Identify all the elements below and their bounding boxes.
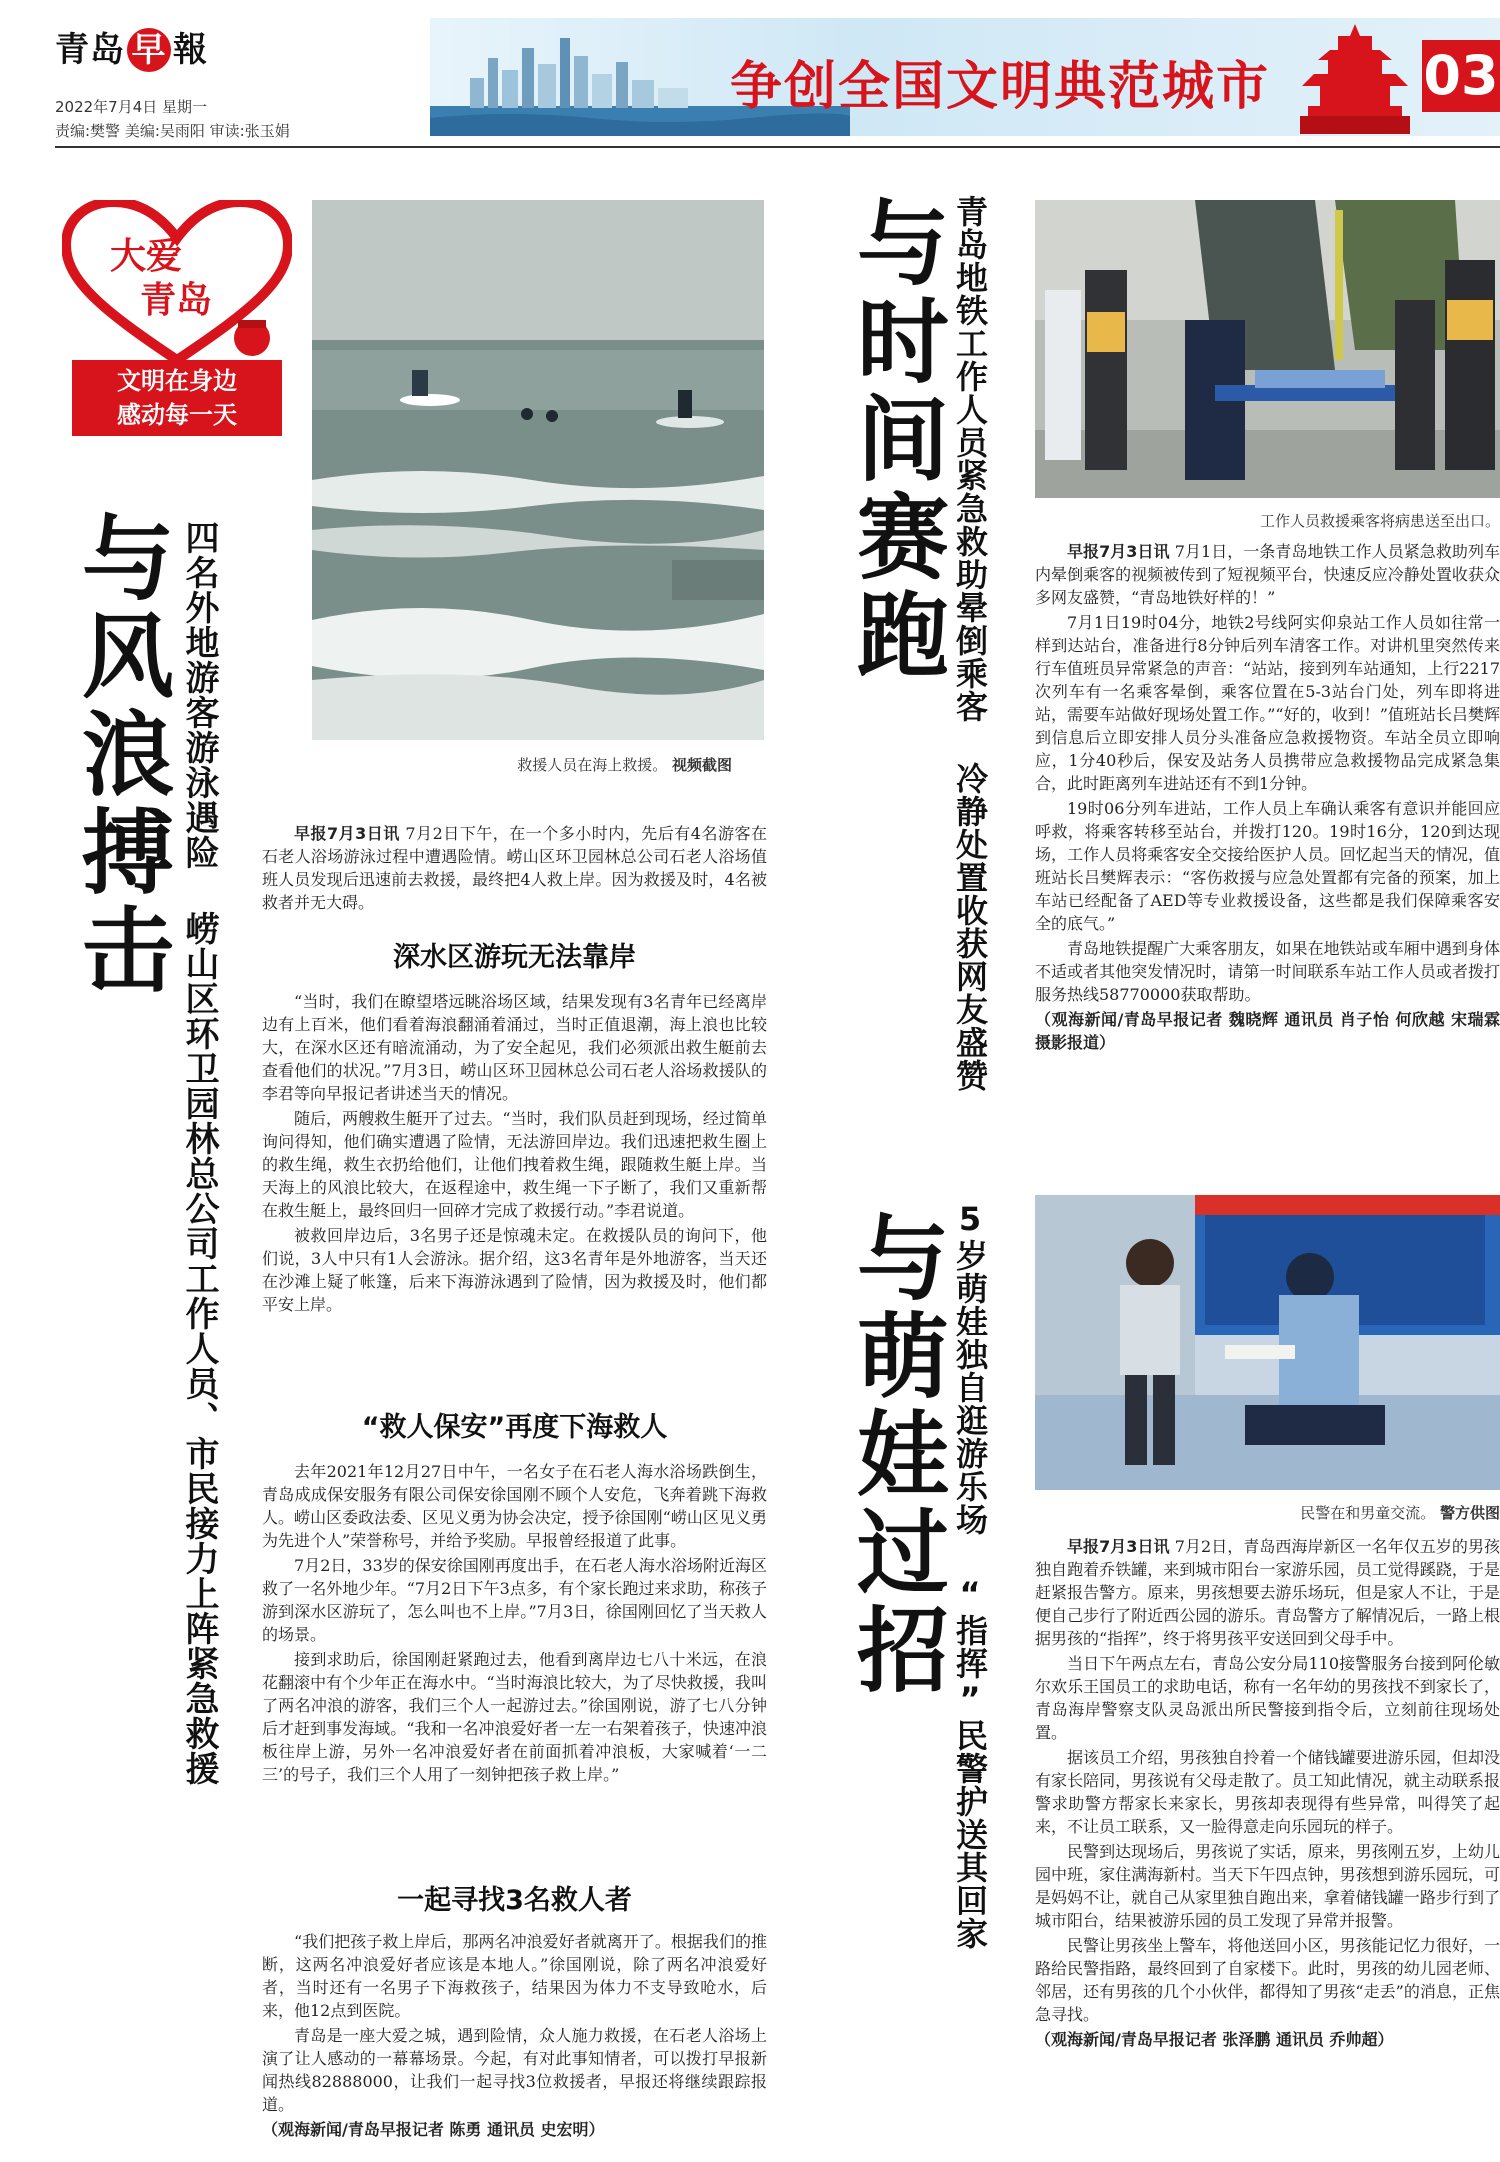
article1-s3-paragraph: “我们把孩子救上岸后，那两名冲浪爱好者就离开了。根据我们的推断，这两名冲浪爱好者应该是本地人。”徐国刚说，除了两名冲浪爱好者，当时还有一名男子下海救孩子，结果因为体力不支导致呛水，后来，他12点到医院。 xyxy=(262,1932,767,2020)
article1-photo-caption xyxy=(312,754,732,775)
article3-photo-caption xyxy=(1035,1502,1500,1523)
article3-lead-text: 7月2日，青岛西海岸新区一名年仅五岁的男孩独自跑着乔铁罐，来到城市阳台一家游乐园，员工觉得蹊跷，于是赶紧报告警方。原来，男孩想要去游乐场玩，但是家人不让，于是便自己步行了附近西公园的游乐。青岛警方了解情况后，一路上根据男孩的“指挥”，终于将男孩平安送回到父母手中。 xyxy=(1035,1537,1500,1648)
article3-lead-tag: 早报7月3日讯 xyxy=(1067,1537,1170,1556)
article1-lead xyxy=(262,822,767,916)
page-header xyxy=(0,0,1500,150)
article1-credit: （观海新闻/青岛早报记者 陈勇 通讯员 史宏明） xyxy=(262,2120,605,2139)
article2-headline: 与时间赛跑 xyxy=(842,195,949,685)
article2-subheadline: 青岛地铁工作人员紧急救助晕倒乘客 冷静处置收获网友盛赞 xyxy=(951,195,989,1092)
sea-rescue-photo xyxy=(312,200,764,740)
article1-s2-paragraph: 7月2日，33岁的保安徐国刚再度出手，在石老人海水浴场附近海区救了一名外地少年。“7月2日下午3点多，有个家长跑过来求助，称孩子游到深水区游玩了，怎么叫也不上岸。”7月3日，徐国刚回忆了当天救人的场景。 xyxy=(262,1556,767,1644)
badge-subtitle xyxy=(72,360,282,436)
article2-photo-caption: 工作人员救援乘客将病患送至出口。 xyxy=(1259,512,1500,530)
badge-title-2: 青岛 xyxy=(140,280,213,321)
article1-section2-body xyxy=(262,1460,767,1788)
article1-s2-paragraph: 去年2021年12月27日中午，一名女子在石老人海水浴场跌倒生，青岛成成保安服务有限公司保安徐国刚不顾个人安危，飞奔着跳下海救人。崂山区委政法委、区见义勇为协会决定，授予徐国刚“崂山区见义勇为先进个人”荣誉称号，并给予奖励。早报曾经报道了此事。 xyxy=(262,1462,767,1550)
logo-text-qingdao: 青岛 xyxy=(55,30,125,70)
article1-lead-tag: 早报7月3日讯 xyxy=(294,824,400,843)
metro-rescue-photo xyxy=(1035,200,1500,498)
article1-subheadline: 四名外地游客游泳遇险 崂山区环卫园林总公司工作人员、市民接力上阵紧急救援 xyxy=(179,520,219,1786)
article3-photo-credit: 警方供图 xyxy=(1439,1504,1500,1522)
article1-s1-paragraph: 随后，两艘救生艇开了过去。“当时，我们队员赶到现场，经过简单询问得知，他们确实遭遇了险情，无法游回岸边。我们迅速把救生圈上的救生绳，救生衣扔给他们，让他们拽着救生绳，跟随救生艇上岸。当天海上的风浪比较大，在返程途中，救生绳一下子断了，我们又重新帮在救生艇上，最终回归一回碎才完成了救援行动。”李君说道。 xyxy=(262,1109,767,1220)
article1-section2-title: “救人保安”再度下海救人 xyxy=(361,1412,668,1443)
article2-body xyxy=(1035,540,1500,1056)
article1-s3-paragraph: 青岛是一座大爱之城，遇到险情，众人施力救援，在石老人浴场上演了让人感动的一幕幕场景。今起，有对此事知情者，可以拨打早报新闻热线82888000，让我们一起寻找3位救援者，早报还将继续跟踪报道。 xyxy=(262,2026,767,2114)
article3-photo xyxy=(1035,1195,1500,1490)
article3-paragraph: 民警到达现场后，男孩说了实话，原来，男孩刚五岁，上幼儿园中班，家住满海新村。当天下午四点钟，男孩想到游乐园玩，可是妈妈不让，就自己从家里独自跑出来，拿着储钱罐一路步行到了城市阳台，结果被游乐园的员工发现了异常并报警。 xyxy=(1035,1842,1500,1930)
zhanqiao-pavilion-icon xyxy=(1300,22,1410,134)
newspaper-logo xyxy=(55,22,208,72)
article2-paragraph: 青岛地铁提醒广大乘客朋友，如果在地铁站或车厢中遇到身体不适或者其他突发情况时，请第一时间联系车站工作人员或者拨打服务热线58770000获取帮助。 xyxy=(1035,939,1500,1004)
article1-s1-paragraph: “当时，我们在瞭望塔远眺浴场区域，结果发现有3名青年已经离岸边有上百米，他们看着海浪翻涌着涌过，当时正值退潮，海上浪也比较大，在深水区还有暗流涌动，为了安全起见，我们必须派出救生艇前去查看他们的状况。”7月3日，崂山区环卫园林总公司石老人浴场救援队的李君等向早报记者讲述当天的情况。 xyxy=(262,992,767,1103)
header-divider xyxy=(55,146,1500,148)
issue-date: 2022年7月4日 星期一 xyxy=(55,98,208,116)
article3-subheadline: 5岁萌娃独自逛游乐场 “指挥”民警护送其回家 xyxy=(951,1200,989,1950)
article2-credit: （观海新闻/青岛早报记者 魏晓辉 通讯员 肖子怡 何欣越 宋瑞霖 摄影报道） xyxy=(1035,1010,1500,1052)
badge-subtitle-line-1: 文明在身边 xyxy=(117,367,237,395)
article2-photo xyxy=(1035,200,1500,498)
article2-lead-text: 7月1日，一条青岛地铁工作人员紧急救助列车内晕倒乘客的视频被传到了短视频平台，快速反应冷静处置收获众多网友盛赞，“青岛地铁好样的！” xyxy=(1035,542,1500,607)
logo-text-bao: 報 xyxy=(173,30,208,70)
article3-paragraph: 据该员工介绍，男孩独自拎着一个储钱罐要进游乐园，但却没有家长陪同，男孩说有父母走散了。员工知此情况，就主动联系报警求助警方帮家长来家长，男孩却表现得有些异常，叫得笑了起来，不让员工联系，又一脸得意走向乐园玩的样子。 xyxy=(1035,1748,1500,1836)
article1-s2-paragraph: 接到求助后，徐国刚赶紧跑过去，他看到离岸边七八十米远，在浪花翻滚中有个少年正在海水中。“当时海浪比较大，为了尽快救援，我叫了两名冲浪的游客，我们三个人一起游过去。”徐国刚说，游了七八分钟后才赶到事发海域。“我和一名冲浪爱好者一左一右架着孩子，快速冲浪板往岸上游，另外一名冲浪爱好者在前面抓着冲浪板，大家喊着‘一二三’的号子，我们三个人用了一刻钟把孩子救上岸。” xyxy=(262,1650,767,1784)
column-badge xyxy=(62,200,292,440)
article3-paragraph: 民警让男孩坐上警车，将他送回小区，男孩能记忆力很好，一路给民警指路，最终回到了自家楼下。此时，男孩的幼儿园老师、邻居，还有男孩的几个小伙伴，都得知了男孩“走丢”的消息，正焦急寻找。 xyxy=(1035,1936,1500,2024)
page-number: 03 xyxy=(1422,40,1500,112)
logo-mark: 早 xyxy=(127,28,171,72)
article1-photo-credit: 视频截图 xyxy=(671,756,732,774)
header-banner xyxy=(430,18,1500,136)
article1-headline: 与风浪搏击 xyxy=(67,510,174,1000)
article3-caption-text: 民警在和男童交流。 xyxy=(1300,1504,1436,1522)
editor-credits: 责编:樊警 美编:吴雨阳 审读:张玉娟 xyxy=(55,122,290,140)
article1-caption-text: 救援人员在海上救援。 xyxy=(517,756,668,774)
police-child-photo xyxy=(1035,1195,1500,1490)
article1-section3-body xyxy=(262,1930,767,2143)
article2-paragraph: 7月1日19时04分，地铁2号线阿实仰泉站工作人员如往常一样到达站台，准备进行8分钟后列车清客工作。对讲机里突然传来行车值班员异常紧急的声音：“站站，接到列车站通知，上行2217次列车有一名乘客晕倒，乘客位置在5-3站台门处，列车即将进站，需要车站做好现场处置工作。”“好的，收到！”值班站长吕樊辉到信息后立即安排人员分头准备应急救援物资。车站全员立即响应，1分40秒后，保安及站务人员携带应急救援物品完成紧急集合，此时距离列车进站还有不到1分钟。 xyxy=(1035,613,1500,793)
article1-s1-paragraph: 被救回岸边后，3名男子还是惊魂未定。在救援队员的询问下，他们说，3人中只有1人会游泳。据介绍，这3名青年是外地游客，当天还在沙滩上疑了帐篷，后来下海游泳遇到了险情，因为救援及时，他们都平安上岸。 xyxy=(262,1226,767,1314)
article1-section3-title: 一起寻找3名救人者 xyxy=(397,1885,632,1916)
badge-subtitle-line-2: 感动每一天 xyxy=(117,401,237,429)
badge-title-1: 大爱 xyxy=(110,236,183,277)
article3-headline: 与萌娃过招 xyxy=(842,1210,949,1700)
banner-slogan: 争创全国文明典范城市 xyxy=(730,57,1271,117)
article1-section1-body xyxy=(262,990,767,1318)
article3-credit: （观海新闻/青岛早报记者 张泽鹏 通讯员 乔帅超） xyxy=(1035,2030,1394,2049)
article1-lead-text: 7月2日下午，在一个多小时内，先后有4名游客在石老人浴场游泳过程中遭遇险情。崂山区环卫园林总公司石老人浴场值班人员发现后迅速前去救援，最终把4人救上岸。因为救援及时，4名被救者并无大碍。 xyxy=(262,824,767,912)
article2-lead-tag: 早报7月3日讯 xyxy=(1067,542,1170,561)
article1-photo xyxy=(312,200,764,740)
article3-body xyxy=(1035,1535,1500,2053)
article1-section1-title: 深水区游玩无法靠岸 xyxy=(393,942,636,973)
article3-paragraph: 当日下午两点左右，青岛公安分局110接警服务台接到阿伦敏尔欢乐王国员工的求助电话，称有一名年幼的男孩找不到家长了，青岛海岸警察支队灵岛派出所民警接到指令后，立刻前往现场处置。 xyxy=(1035,1654,1500,1742)
article2-paragraph: 19时06分列车进站，工作人员上车确认乘客有意识并能回应呼救，将乘客转移至站台，并拨打120。19时16分，120到达现场，工作人员将乘客安全交接给医护人员。回忆起当天的情况，值班站长吕樊辉表示：“客伤救援与应急处置都有完备的预案，加上车站已经配备了AED等专业救援设备，这些都是我们保障乘客安全的底气。” xyxy=(1035,799,1500,933)
